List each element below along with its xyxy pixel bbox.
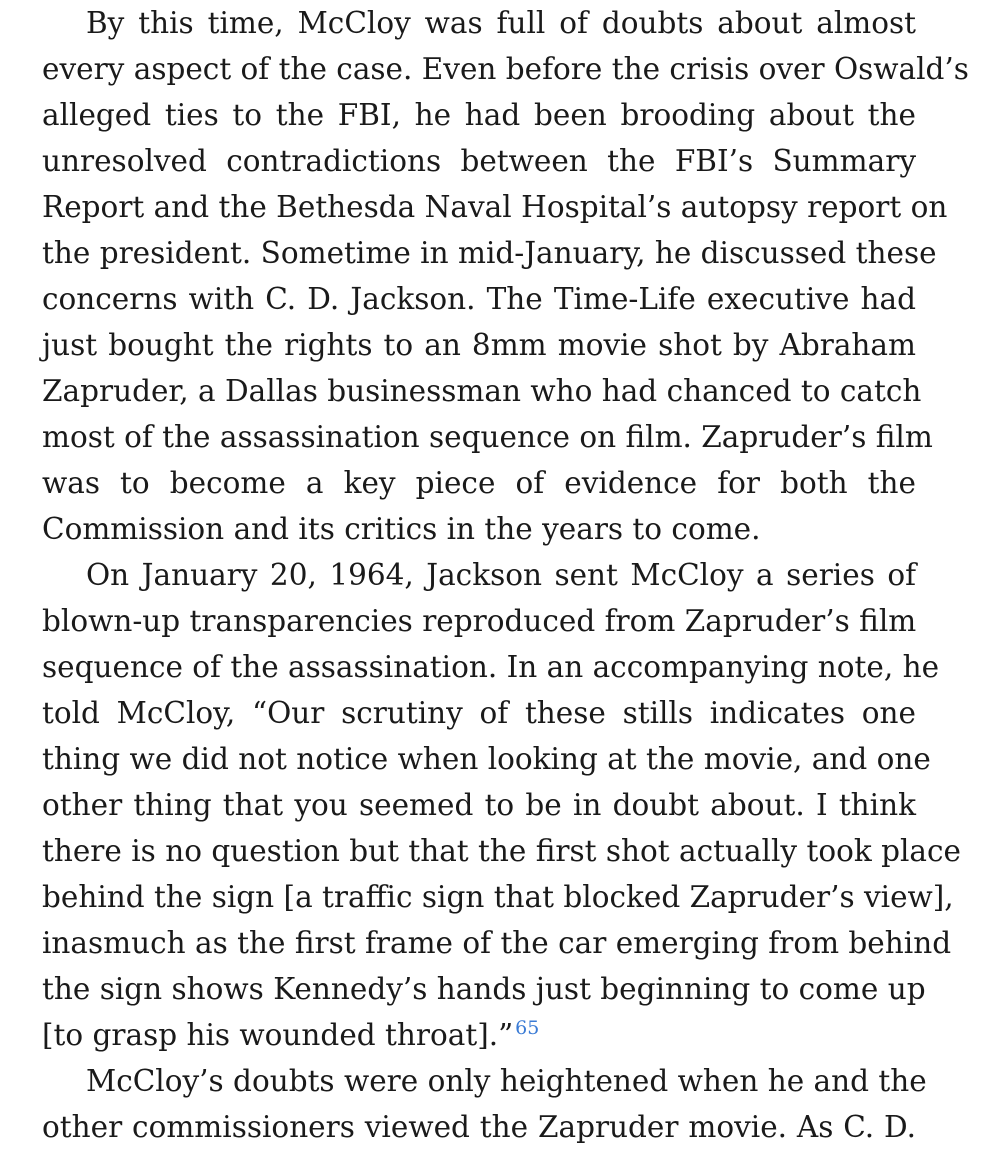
text-line: behind the sign [a traffic sign that blocked Zapruder’s view], bbox=[42, 880, 954, 914]
text-line: thing we did not notice when looking at the movie, and one bbox=[42, 742, 931, 776]
text-line: the president. Sometime in mid-January, he discussed these bbox=[42, 236, 937, 270]
text-line: most of the assassination sequence on film. Zapruder’s film bbox=[42, 420, 933, 454]
paragraph-2 bbox=[42, 552, 961, 1058]
text-line: sequence of the assassination. In an accompanying note, he bbox=[42, 650, 940, 684]
text-line: On January 20, 1964, Jackson sent McCloy a series of bbox=[86, 558, 916, 592]
text-line: McCloy’s doubts were only heightened when he and the bbox=[86, 1064, 927, 1098]
text-line: Zapruder, a Dallas businessman who had chanced to catch bbox=[42, 374, 922, 408]
text-line: there is no question but that the first shot actually took place bbox=[42, 834, 961, 868]
text-line: Commission and its critics in the years to come. bbox=[42, 512, 761, 546]
text-line: told McCloy, “Our scrutiny of these stills indicates one bbox=[42, 696, 916, 730]
text-line: concerns with C. D. Jackson. The Time-Life executive had bbox=[42, 282, 916, 316]
text-line: By this time, McCloy was full of doubts about almost bbox=[86, 6, 916, 40]
paragraph-1 bbox=[42, 0, 969, 552]
text-line: Report and the Bethesda Naval Hospital’s autopsy report on bbox=[42, 190, 948, 224]
text-line: [to grasp his wounded throat].” bbox=[42, 1018, 514, 1052]
paragraph-3 bbox=[42, 1058, 927, 1150]
text-line: the sign shows Kennedy’s hands just beginning to come up bbox=[42, 972, 926, 1006]
text-line: blown-up transparencies reproduced from Zapruder’s film bbox=[42, 604, 917, 638]
text-line: every aspect of the case. Even before the crisis over Oswald’s bbox=[42, 52, 969, 86]
text-line: other commissioners viewed the Zapruder movie. As C. D. bbox=[42, 1110, 916, 1144]
text-line: alleged ties to the FBI, he had been brooding about the bbox=[42, 98, 916, 132]
text-line: other thing that you seemed to be in doubt about. I think bbox=[42, 788, 916, 822]
text-line-with-footnote bbox=[42, 1012, 916, 1058]
text-line: unresolved contradictions between the FBI’s Summary bbox=[42, 144, 916, 178]
text-line: inasmuch as the first frame of the car emerging from behind bbox=[42, 926, 952, 960]
book-page bbox=[42, 0, 969, 1150]
footnote-link[interactable]: 65 bbox=[515, 1017, 540, 1039]
text-line: was to become a key piece of evidence for both the bbox=[42, 466, 916, 500]
text-line: just bought the rights to an 8mm movie shot by Abraham bbox=[42, 328, 916, 362]
